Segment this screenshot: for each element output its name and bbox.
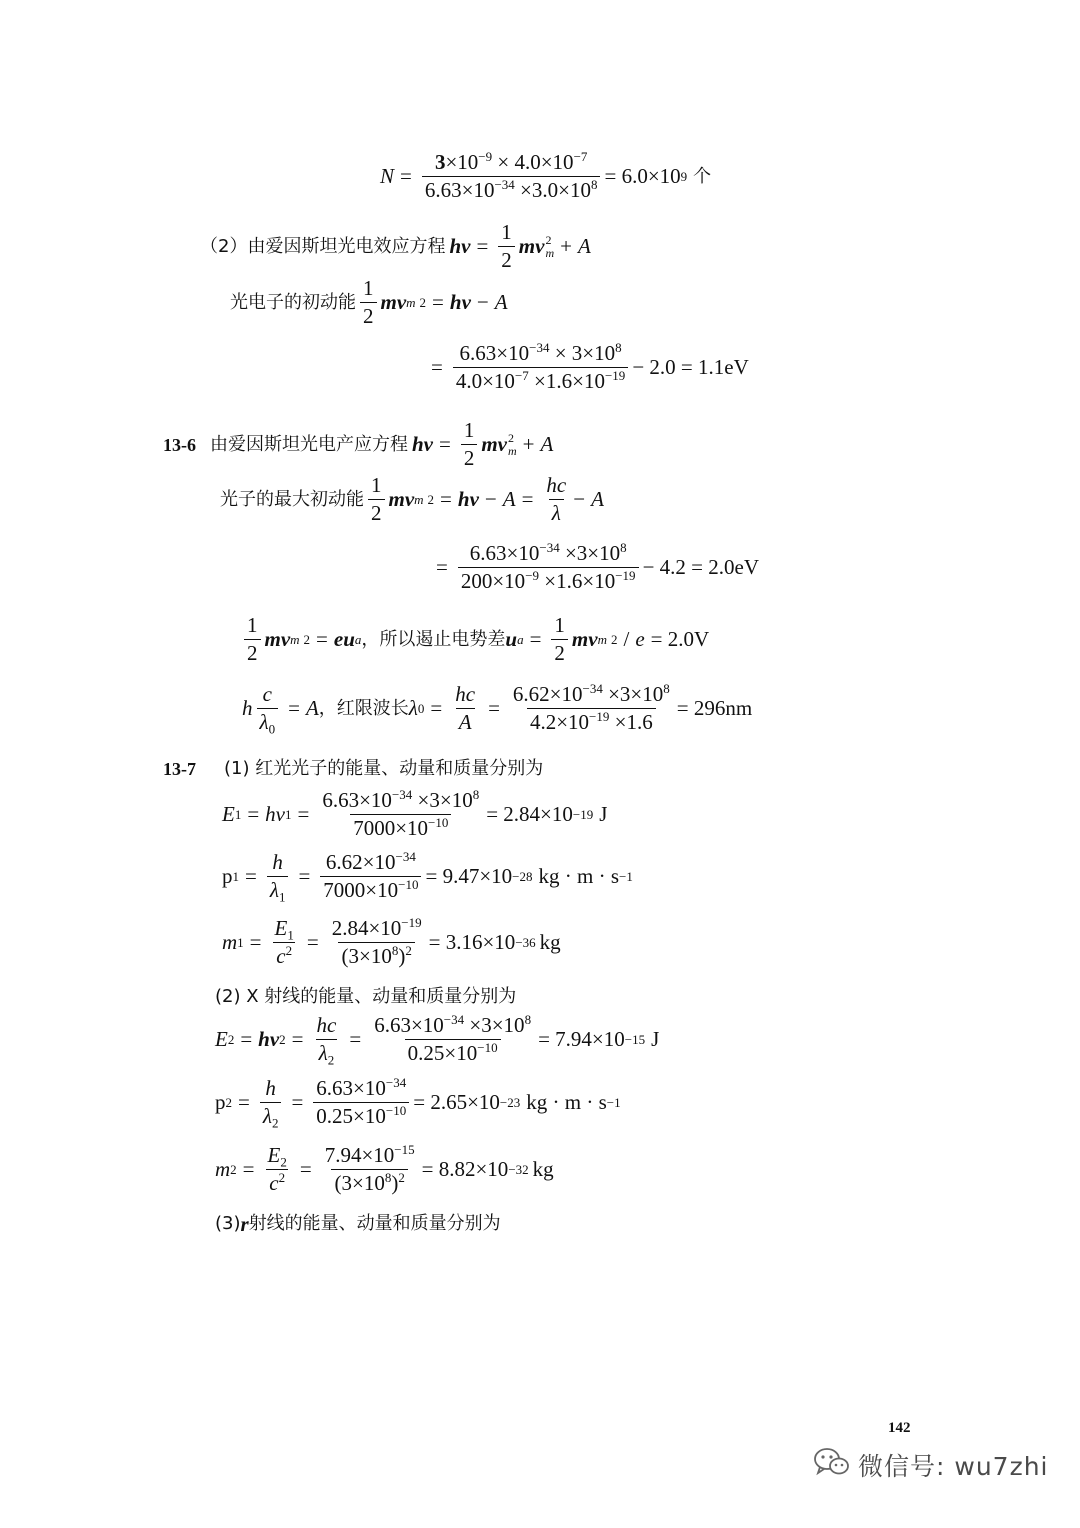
ke-result-2: − 4.2 = 2.0eV xyxy=(642,555,759,579)
n-result: = 6.0×10 xyxy=(604,164,681,188)
einstein-equation-line: （2）由爱因斯坦光电效应方程 hv = $\frac{1}{2}$ mv 2 m + A xyxy=(200,220,591,272)
red-photon-mass: m 1 = $\frac{E_1}{c^2}$ = $\frac{2.84\times 10^{-19}}{(3\times 10^8)^2}$ = 3.16×10 −36 kg xyxy=(222,914,561,968)
wechat-icon xyxy=(812,1446,850,1483)
max-kinetic-energy-calc: = $\frac{6.63\times 10^{-34} \times 3\times 10^8}{200\times 10^{-9} \times 1.6\times 10^{-19}}$ − 4.2 = 2.0eV xyxy=(436,539,759,593)
watermark-text: 微信号: wu7zhi xyxy=(858,1451,1049,1481)
red-limit-result: = 296nm xyxy=(676,696,753,720)
stopping-potential-line: $\frac{1}{2}$ mv m 2 = eu a ，所以遏止电势差 u a = $\frac{1}{2}$ mv m 2 / e = 2.0V xyxy=(240,615,709,664)
red-photon-energy: E 1 = hv 1 = $\frac{6.63\times 10^{-34} \times 3\times 10^8}{7000\times 10^{-10}}$ = 2.84×10 −19 J xyxy=(222,786,608,840)
xray-momentum: p 2 = $\frac{h}{\lambda_2}$ = $\frac{6.63\times 10^{-34}}{0.25\times 10^{-10}}$ = 2.65×10 −23 kg · m · s −1 xyxy=(215,1074,621,1131)
red-limit-wavelength-line: h $\frac{c}{\lambda_0}$ = A ，红限波长 λ 0 = $\frac{hc}{A}$ = $\frac{6.62\times 10^{-34} \times 3\times 10^8}{4.2\times 10^{-19} \times 1.6}$ = 296nm xyxy=(242,680,753,737)
part2-intro: （2）由爱因斯坦光电效应方程 xyxy=(200,235,446,257)
xray-mass: m 2 = $\frac{E_2}{c^2}$ = $\frac{7.94\times 10^{-15}}{(3\times 10^8)^2}$ = 8.82×10 −32 kg xyxy=(215,1141,554,1195)
kinetic-energy-line: 光电子的初动能 $\frac{1}{2}$ mv m 2 = hv − A xyxy=(230,276,508,328)
xray-energy: E 2 = hv 2 = $\frac{hc}{\lambda_2}$ = $\frac{6.63\times 10^{-34} \times 3\times 10^8}{0.25\times 10^{-10}}$ = 7.94×10 −15 J xyxy=(215,1011,660,1068)
stopping-potential-result: = 2.0V xyxy=(650,627,710,651)
max-kinetic-energy-line: 光子的最大初动能 $\frac{1}{2}$ mv m 2 = hv − A = $\frac{hc}{\lambda}$ − A xyxy=(220,473,604,525)
problem-label-13-7: 13-7 xyxy=(163,759,196,779)
problem-13-6-intro: 13-6 由爱因斯坦光电产应方程 hv = $\frac{1}{2}$ mv 2 m + A xyxy=(163,418,554,470)
gamma-ray-intro: (3) r 射线的能量、动量和质量分别为 xyxy=(215,1211,501,1236)
red-photon-momentum: p 1 = $\frac{h}{\lambda_1}$ = $\frac{6.62\times 10^{-34}}{7000\times 10^{-10}}$ = 9.47×10 −28 kg · m · s −1 xyxy=(222,848,633,905)
xray-intro: (2) X 射线的能量、动量和质量分别为 xyxy=(215,986,517,1007)
unit-ge: 个 xyxy=(693,165,712,187)
watermark xyxy=(812,1446,1048,1483)
equation-n-photons: N = $\frac{3\times 10^{-9} \times 4.0\times 10^{-7}}{6.63\times 10^{-34} \times 3.0\times 10^8}$ = 6.0×10 9 个 xyxy=(380,148,712,202)
ke-result-1: − 2.0 = 1.1eV xyxy=(632,355,749,379)
problem-label-13-6: 13-6 xyxy=(163,434,196,455)
page-number: 142 xyxy=(888,1420,911,1436)
problem-13-7-intro: 13-7 (1) 红光光子的能量、动量和质量分别为 xyxy=(163,758,544,779)
kinetic-energy-calc: = $\frac{6.63\times 10^{-34} \times 3\times 10^8}{4.0\times 10^{-7} \times 1.6\times 10^{-19}}$ − 2.0 = 1.1eV xyxy=(431,339,749,393)
